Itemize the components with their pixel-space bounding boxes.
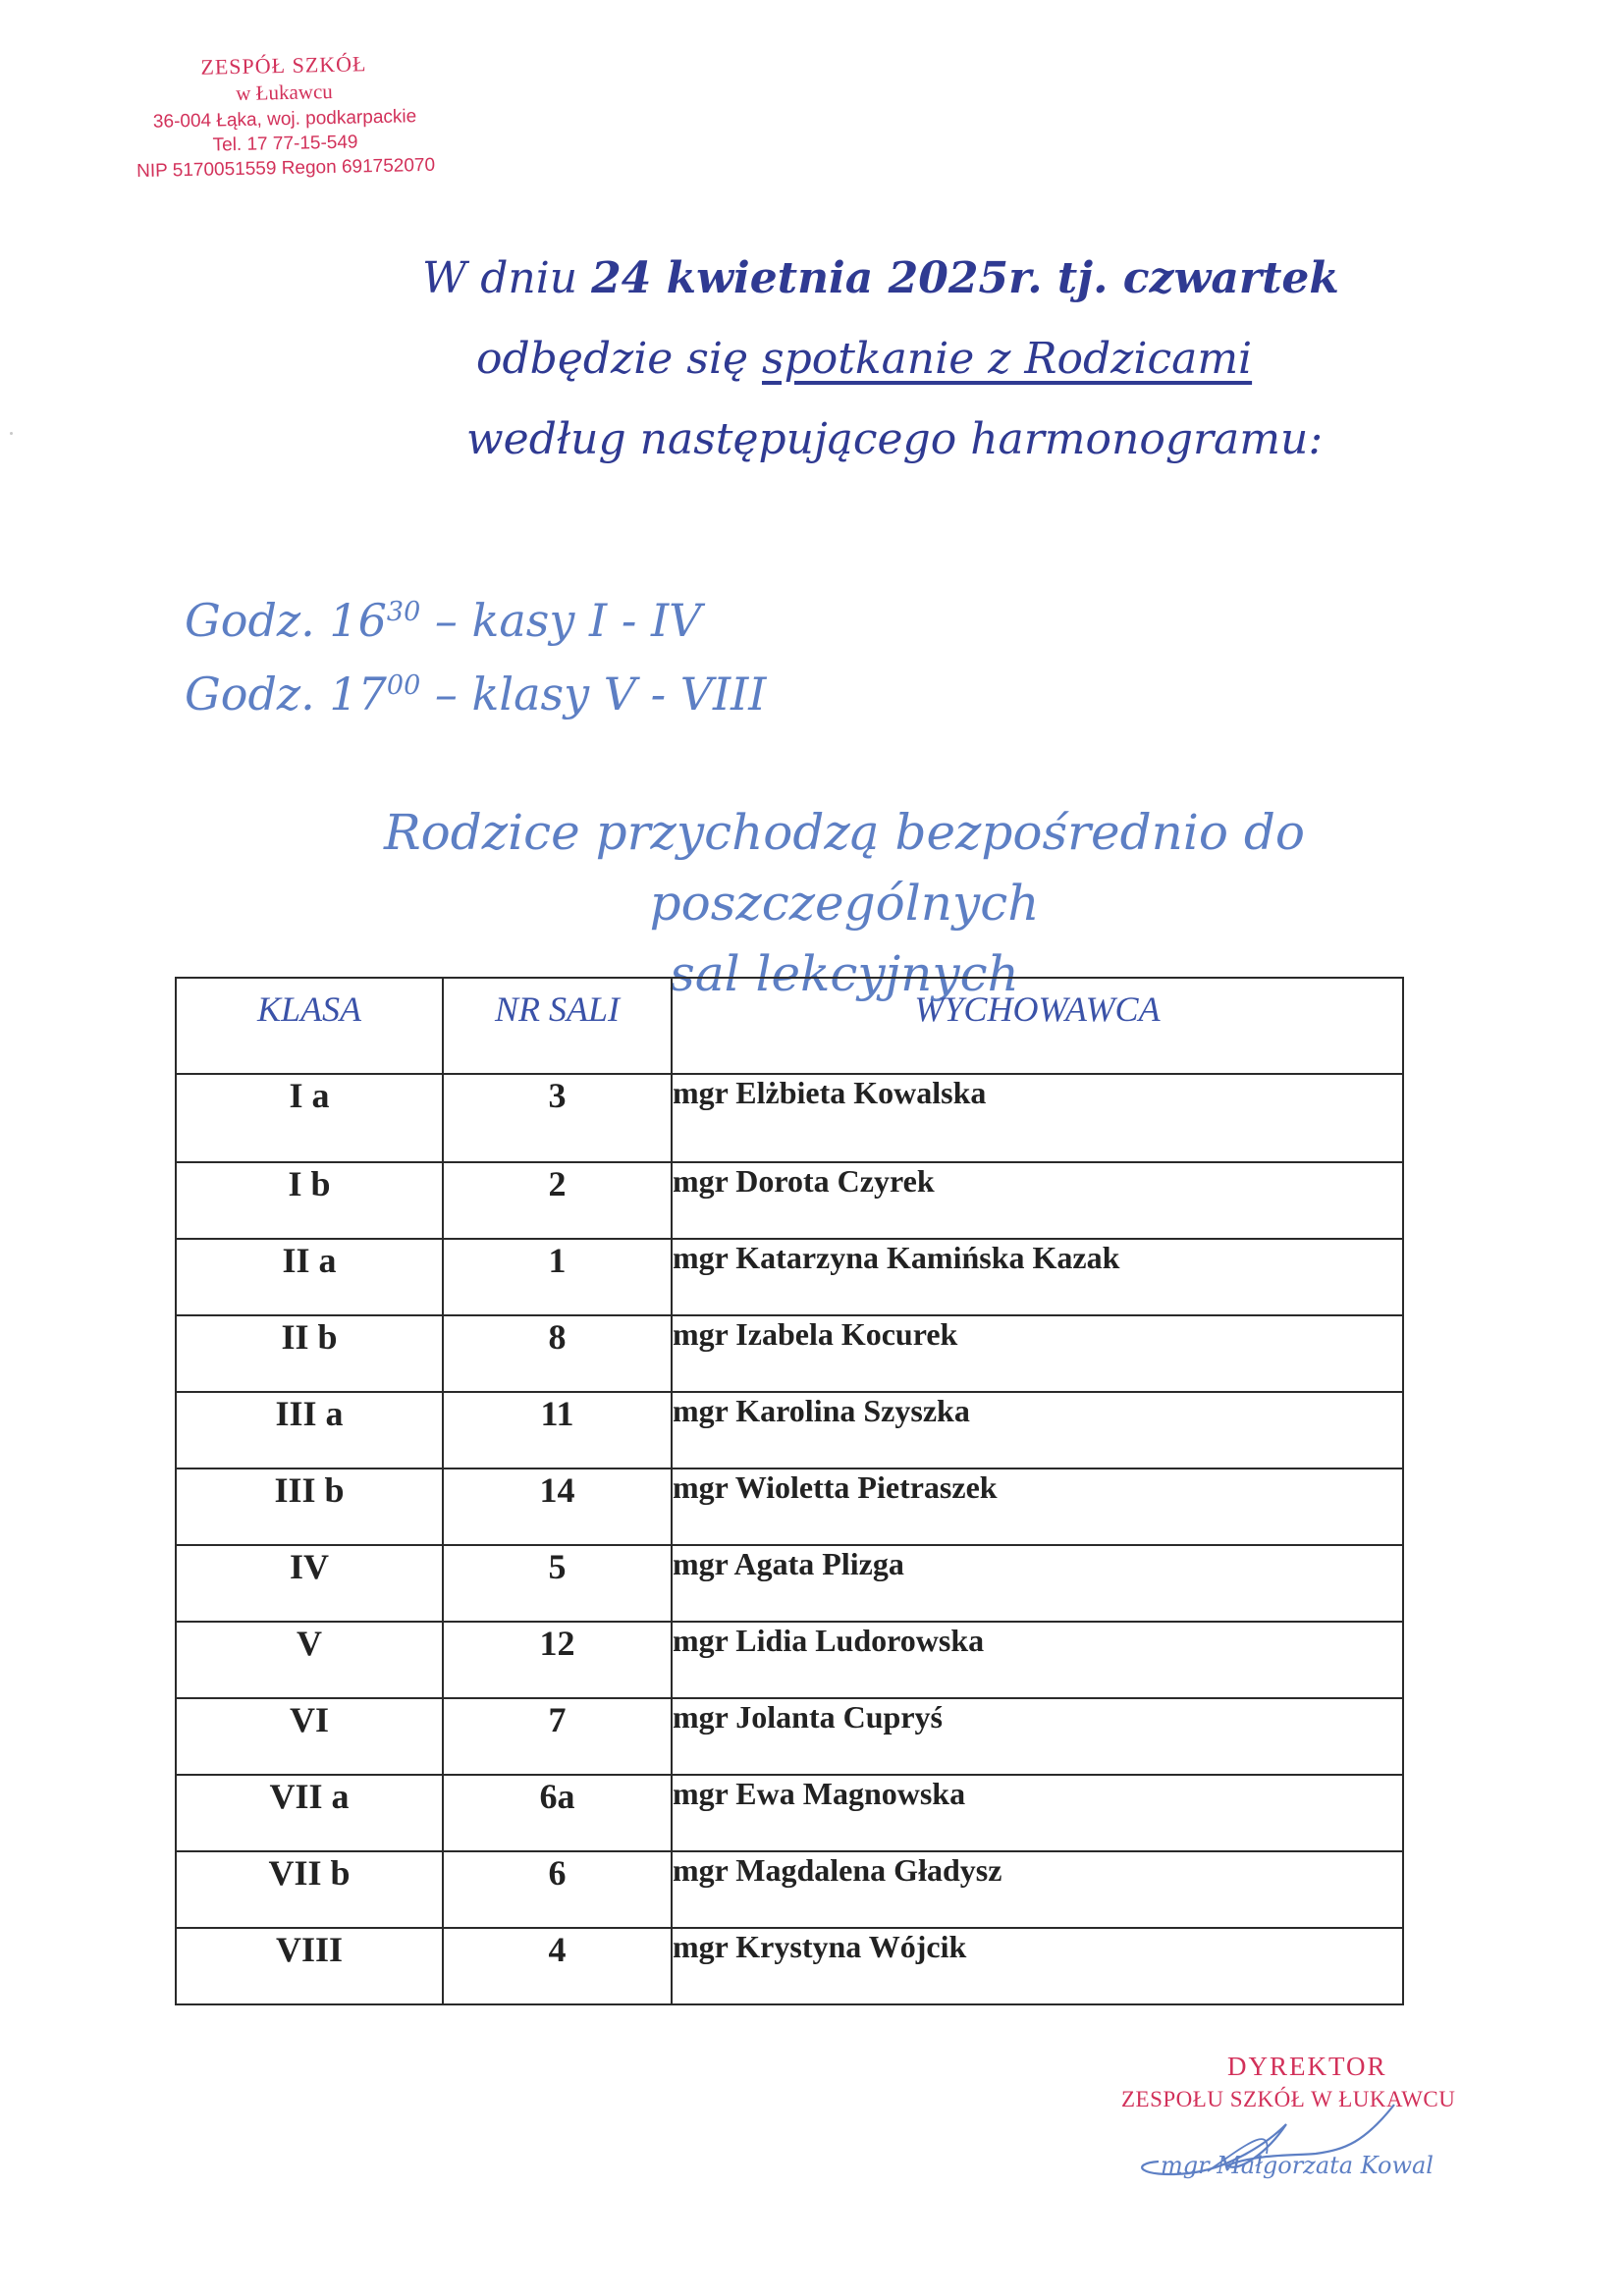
heading-intro: W dniu: [422, 253, 592, 303]
heading-meeting-intro: odbędzie się: [476, 334, 762, 384]
cell-klasa: II b: [176, 1315, 443, 1392]
cell-klasa: IV: [176, 1545, 443, 1622]
classroom-schedule-table: [175, 977, 1404, 2005]
table-row: [176, 1239, 1403, 1315]
cell-nr-sali: 5: [443, 1545, 672, 1622]
cell-klasa: V: [176, 1622, 443, 1698]
cell-wychowawca: mgr Elżbieta Kowalska: [672, 1074, 1403, 1162]
table-row: [176, 1545, 1403, 1622]
time-slot: [185, 594, 701, 647]
stamp-tax-ids: NIP 5170051559 Regon 691752070: [135, 154, 436, 183]
school-stamp: [97, 47, 473, 185]
cell-wychowawca: mgr Dorota Czyrek: [672, 1162, 1403, 1239]
heading-line-date: [422, 253, 1339, 303]
director-signature-block: [1100, 2042, 1512, 2189]
header-wychowawca: WYCHOWAWCA: [672, 978, 1403, 1074]
stamp-address: 36-004 Łąka, woj. podkarpackie: [152, 105, 417, 133]
cell-wychowawca: mgr Lidia Ludorowska: [672, 1622, 1403, 1698]
time-minutes: 30: [386, 597, 421, 627]
time-slot: [185, 667, 766, 721]
table-row: [176, 1698, 1403, 1775]
cell-klasa: VII b: [176, 1851, 443, 1928]
time-classes: – klasy V - VIII: [420, 667, 767, 721]
signature-name: mgr Małgorzata Kowal: [1161, 2152, 1434, 2179]
header-klasa: KLASA: [176, 978, 443, 1074]
cell-nr-sali: 6a: [443, 1775, 672, 1851]
stamp-location: w Łukawcu: [235, 80, 334, 106]
cell-nr-sali: 11: [443, 1392, 672, 1468]
table-row: [176, 1928, 1403, 2004]
cell-klasa: VIII: [176, 1928, 443, 2004]
cell-nr-sali: 7: [443, 1698, 672, 1775]
cell-nr-sali: 4: [443, 1928, 672, 2004]
table-row: [176, 1392, 1403, 1468]
cell-nr-sali: 6: [443, 1851, 672, 1928]
cell-nr-sali: 14: [443, 1468, 672, 1545]
cell-klasa: I b: [176, 1162, 443, 1239]
signature-title: DYREKTOR: [1227, 2052, 1387, 2081]
cell-wychowawca: mgr Wioletta Pietraszek: [672, 1468, 1403, 1545]
heading-date: 24 kwietnia 2025r. tj. czwartek: [591, 253, 1339, 303]
time-minutes: 00: [386, 670, 421, 701]
notice-line: sal lekcyjnych: [670, 945, 1019, 1002]
table-row: [176, 1775, 1403, 1851]
cell-klasa: I a: [176, 1074, 443, 1162]
header-nr-sali: NR SALI: [443, 978, 672, 1074]
cell-nr-sali: 2: [443, 1162, 672, 1239]
cell-wychowawca: mgr Magdalena Gładysz: [672, 1851, 1403, 1928]
time-classes: – kasy I - IV: [420, 594, 702, 647]
table-row: [176, 1622, 1403, 1698]
cell-nr-sali: 8: [443, 1315, 672, 1392]
cell-klasa: III a: [176, 1392, 443, 1468]
stamp-school-name: ZESPÓŁ SZKÓŁ: [200, 51, 367, 80]
cell-klasa: II a: [176, 1239, 443, 1315]
heading-line-schedule: według następującego harmonogramu:: [466, 414, 1324, 464]
table-row: [176, 1851, 1403, 1928]
cell-wychowawca: mgr Ewa Magnowska: [672, 1775, 1403, 1851]
time-hour: Godz. 16: [185, 594, 387, 647]
table-row: [176, 1074, 1403, 1162]
cell-wychowawca: mgr Katarzyna Kamińska Kazak: [672, 1239, 1403, 1315]
table-row: [176, 1468, 1403, 1545]
cell-wychowawca: mgr Karolina Szyszka: [672, 1392, 1403, 1468]
cell-nr-sali: 12: [443, 1622, 672, 1698]
signature-org: ZESPOŁU SZKÓŁ W ŁUKAWCU: [1121, 2087, 1456, 2111]
cell-klasa: VII a: [176, 1775, 443, 1851]
cell-wychowawca: mgr Jolanta Cupryś: [672, 1698, 1403, 1775]
cell-wychowawca: mgr Agata Plizga: [672, 1545, 1403, 1622]
heading-meeting: spotkanie z Rodzicami: [761, 334, 1253, 384]
heading-line-meeting: [476, 334, 1252, 384]
notice-line: Rodzice przychodzą bezpośrednio do poszczególnych: [384, 804, 1305, 932]
table-header-row: [176, 978, 1403, 1074]
scan-dot: [10, 432, 13, 435]
time-hour: Godz. 17: [185, 667, 387, 721]
table-row: [176, 1315, 1403, 1392]
cell-nr-sali: 3: [443, 1074, 672, 1162]
cell-klasa: III b: [176, 1468, 443, 1545]
cell-wychowawca: mgr Izabela Kocurek: [672, 1315, 1403, 1392]
cell-nr-sali: 1: [443, 1239, 672, 1315]
cell-wychowawca: mgr Krystyna Wójcik: [672, 1928, 1403, 2004]
table-row: [176, 1162, 1403, 1239]
stamp-phone: Tel. 17 77-15-549: [212, 132, 358, 156]
cell-klasa: VI: [176, 1698, 443, 1775]
